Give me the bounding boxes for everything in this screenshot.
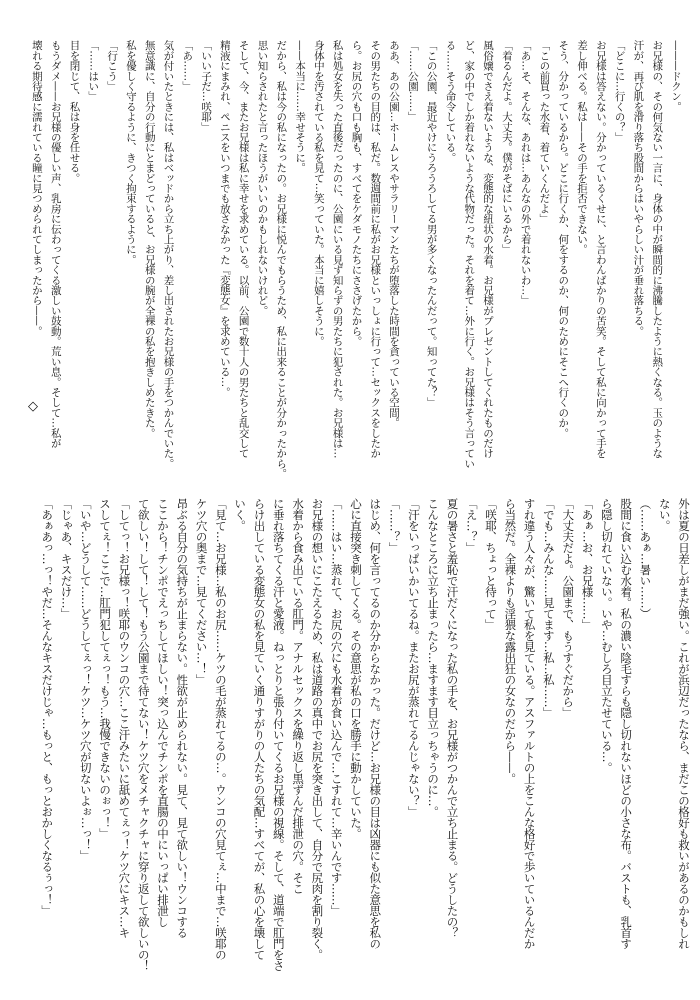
text-line: 「あぁ…お、お兄様……」 — [580, 498, 595, 630]
text-line: 「……はい」 — [87, 40, 100, 102]
text-line: 私を優しく守るように、きつく拘束するように。 — [124, 40, 137, 265]
text-line: 思い知らされたと言ったほうがいいのかもしれないけれど。 — [256, 40, 269, 316]
text-line: 「え…？」 — [464, 498, 479, 553]
text-line: （……あぁ…暑い……） — [638, 498, 653, 619]
text-line: その男たちの目的は、私だ。数週間前に私がお兄様といっしょに行って…セックスをしたか — [369, 40, 382, 459]
text-line: 「見て…お兄様…私のお尻……ケツの毛が蒸れてるの…。ウンコの穴見てぇ…中まで…咲耶の — [213, 498, 228, 960]
text-line: 「あ……」 — [181, 40, 194, 92]
text-line: 私は処女を失った直後だったのに、公園にいる見ず知らずの男たちに犯された。お兄様は… — [331, 40, 344, 459]
text-line: らけ出している変態女の私を見ていく通りすがりの人たちの気配…すべてが、私の心を壊して — [252, 498, 267, 960]
text-line: 「……？」 — [387, 498, 402, 553]
text-line: 昂ぶる自分の気持ちが止まらない。性欲が止められない。見て、見て欲しい！ウンコする — [175, 498, 190, 938]
text-line: ———ドクン。 — [670, 40, 682, 112]
text-line: 水着から食み出ている肛門。アナルセックスを繰り返し黒ずんだ排泄の穴。そこ — [291, 498, 306, 894]
text-line: て欲しい！して！して！もう公園まで待てない！ケツ穴をメチャクチャに穿り返して欲しいの！ — [136, 498, 151, 971]
text-line: 「汗をいっぱいかいてるね。またお尻が蒸れてるんじゃない？」 — [406, 498, 421, 817]
text-line: 「でも…みんな……見てます…私…私……」 — [541, 498, 556, 718]
text-line: お兄様は答えない。分かっているくせに、と言わんばかりの苦笑。そして私に向かって手を — [594, 40, 607, 459]
text-line: はじめ、何を言ってるのか分からなかった。だけど…お兄様の目は凶器にも似た意思を私の — [368, 498, 383, 949]
text-line: いく。 — [233, 498, 248, 531]
text-line: お兄様の、その何気ない一言に、身体の中が瞬間的に沸騰したように熱くなる。玉のような — [651, 40, 664, 459]
text-line: 夏の暑さと羞恥で汗だくになった私の手を、お兄様がつかんで立ち止まる。どうしたの？ — [445, 498, 460, 938]
text-line: 心に直接突き刺してくる。その意思が私の口を勝手に動かしていた。 — [348, 498, 363, 839]
text-line: 「いい子だ…咲耶」 — [200, 40, 213, 132]
text-line: 無意識に、自分の行動にとまどっていると、お兄様の腕が全裸の私を抱きしめたきた。 — [143, 40, 156, 438]
text-line: 「着るんだよ。大丈夫。僕がそばにいるから」 — [500, 40, 513, 255]
text-line: そして、今、またお兄様は私に幸せを求めている。以前、公園で数十人の男たちと乱交して — [237, 40, 250, 459]
text-line: 汗が、再び肌を滑り落ち股間からはいやらしい汁が垂れ落ちる。 — [632, 40, 645, 336]
text-line: 「あぁあっ…っ！やだ…そんなキスだけじゃ…もっと、もっとおかしくなるぅっ！」 — [40, 498, 55, 916]
text-line: ここから！チンポでえっちしてほしい！突っ込んでチンポを直腸の中にいっぱい排泄し — [155, 498, 170, 927]
text-line: に垂れ落ちてくる汗と愛液。ねっとりと張り付いてくるお兄様の視線。そして、道端で肛門をさ — [271, 498, 286, 971]
text-line: ——本当に……幸せそうに。 — [294, 40, 307, 173]
text-line: すれ違う人々が、驚いて私を見ている。アスファルトの上をこんな格好で歩いているんだか — [522, 498, 537, 949]
text-line: 「……はい…蒸れて、お尻の穴にも水着が食い込んで…こすれて…辛いんです……」 — [329, 498, 344, 916]
text-line: 「咲耶、ちょっと待って」 — [484, 498, 499, 630]
text-line: だから、私は今の私になったの。お兄様に悦んでもらうため、私に出来ることが分かったから。 — [275, 40, 288, 479]
text-line: 精液にまみれ、ペニスをいつまでも放さなかった『変態女』を求めている…。 — [218, 40, 231, 398]
top-text-section — [27, 40, 685, 492]
text-line: 「してっ！お兄様っ！咲耶のウンコの穴…ここ汗みたいに舐めてぇっ！ケツ穴にキス…キ — [117, 498, 132, 938]
text-line: 壊れる期待感に濡れている瞳に見つめられてしまったから——。 — [30, 40, 43, 336]
text-line: る……そう命令している。 — [444, 40, 457, 163]
text-line: ど、家の中でしか着れないような代物だった。それを着て…外に行く。お兄様はそう言ってい — [463, 40, 476, 469]
text-line: ケツ穴の奥まで…見てください…！」 — [194, 498, 209, 685]
text-line: 「じゃあ、キスだけ…」 — [59, 498, 74, 619]
text-line: 「あ…そ、そんな、あれは…あんなの外で着れないわ…」 — [519, 40, 532, 306]
bottom-text-section — [37, 498, 693, 994]
text-line: 身体中を汚されている私を見て…笑っていた。本当に嬉しそうに。 — [312, 40, 325, 347]
text-line: お兄様の想いにこたえるため、私は道路の真中でお尻を突き出して、自分で尻肉を割り裂く。 — [310, 498, 325, 960]
text-line: 「どこに…行くの？」 — [613, 40, 626, 143]
text-line: 外は夏の日差しがまだ強い。これが浜辺だったなら、まだこの格好も救いがあるのかもしれ — [677, 498, 691, 949]
text-line: 「行こう」 — [106, 40, 119, 92]
text-line: 風俗嬢でさえ着ないような、変態的な紐状の水着。お兄様がプレゼントしてくれたものだけ — [482, 40, 495, 459]
text-line: ない。 — [657, 498, 672, 531]
text-line: スしてぇ！ここで…肛門犯してぇっ！もう…我慢できないのぉっ！」 — [98, 498, 113, 839]
text-line: 気が付いたときには、私はベッドから立ち上がり、差し出されたお兄様の手をつかんでいた。 — [162, 40, 175, 469]
text-line: ら。お尻の穴も口も胸も、すべてをケダモノたちにささげたから。 — [350, 40, 363, 347]
text-line: 股間に食い込む水着。私の濃い陰毛すらも隠し切れないほどの小さな布。バストも、乳首す — [619, 498, 634, 949]
text-line: 目を閉じて、私は身を任せる。 — [68, 40, 81, 183]
text-line: ああ、あの公園…ホームレスやサラリーマンたちが堕落した時間を貪っている空間。 — [388, 40, 401, 428]
text-line: ら隠し切れていない。いや…むしろ目立たせている…。 — [599, 498, 614, 773]
text-line: 「この前買った水着、着ていくんだよ」 — [538, 40, 551, 224]
text-line: 「大丈夫だよ。公園まで、もうすぐだから」 — [561, 498, 576, 718]
section-divider-diamond: ◇ — [28, 399, 38, 414]
text-line: 差し伸べる。私は——その手を拒否できない。 — [576, 40, 589, 255]
text-line: そう、分かっているから。どこに行くか、何をするのか、何のためにそこへ行くのか。 — [557, 40, 570, 438]
text-line: 「いや…どうして……どうしてぇっ！ケツ…ケツ穴が切ないよぉ…っ！」 — [78, 498, 93, 861]
text-line: こんなところに立ち止まったら…ますます目立っちゃうのに…。 — [426, 498, 441, 817]
text-line: ら当然だ。全裸よりも淫猥な露出狂の女なのだから——。 — [503, 498, 518, 784]
text-line: 「この公園、最近やけにうろうろしてる男が多くなったんだって。知ってた？」 — [425, 40, 438, 408]
text-line: もうダメ——お兄様の優しい声、乳房に伝わってくる激しい鼓動。荒い息。そして…私が — [49, 40, 62, 449]
text-line: 「……公園……」 — [406, 40, 419, 122]
